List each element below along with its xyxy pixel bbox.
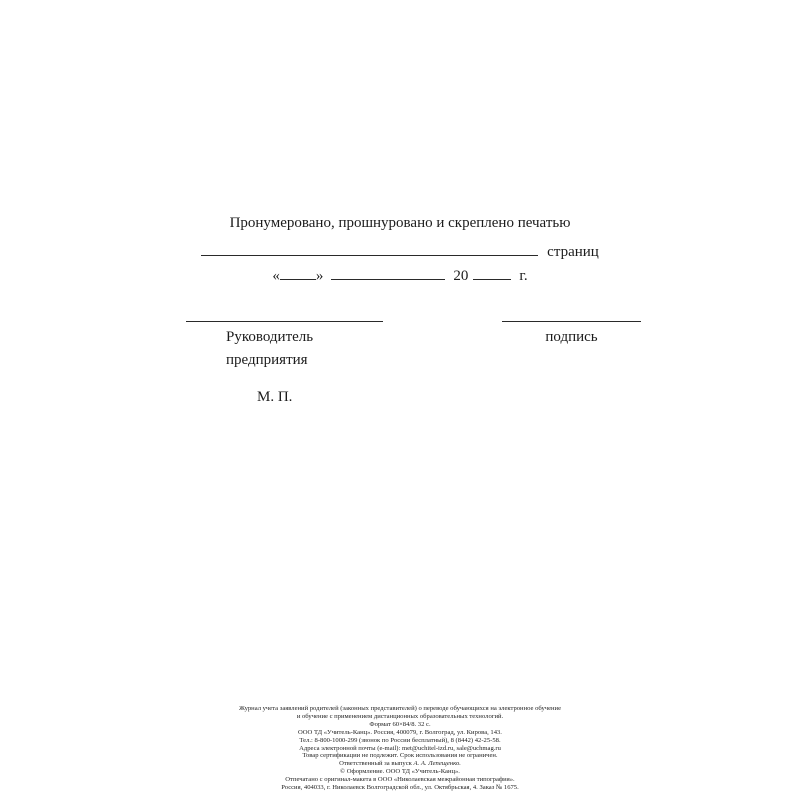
imprint-responsible [0, 760, 800, 768]
pages-label: страниц [547, 244, 599, 260]
imprint-format: Формат 60×84/8. 32 с. [369, 720, 431, 728]
seal-placeholder: М. П. [257, 389, 293, 405]
imprint-block [0, 705, 800, 792]
head-label [186, 322, 383, 372]
date-day-blank [280, 264, 316, 280]
imprint-phone: Тел.: 8-800-1000-299 (звонок по России бесплатный), 8 (8442) 42-25-58. [299, 736, 501, 744]
date-year-prefix: 20 [453, 268, 469, 284]
imprint-certification-note: Товар сертификации не подлежит. Срок использования не ограничен. [302, 752, 498, 760]
imprint-printer-address: Россия, 404033, г. Николаевск Волгоградской обл., ул. Октябрьская, 4. Заказ № 1675. [281, 784, 519, 792]
head-signature-block [186, 321, 383, 372]
certification-title: Пронумеровано, прошнуровано и скреплено печатью [229, 215, 571, 231]
imprint-responsible-name: А. А. Лепещенко. [413, 760, 461, 768]
imprint-publisher: ООО ТД «Учитель-Канц». Россия, 400079, г. Волгоград, ул. Кирова, 143. [298, 728, 502, 736]
date-open-quote: « [272, 268, 280, 284]
head-label-line1: Руководитель [226, 329, 314, 345]
imprint-title-line1: Журнал учета заявлений родителей (законных представителей) о переводе обучающихся на электронное обучение [239, 705, 561, 712]
date-year-suffix: г. [519, 268, 528, 284]
date-close-quote: » [315, 268, 324, 284]
imprint-title-line2: и обучение с применением дистанционных образовательных технологий. [296, 712, 504, 720]
imprint-email: Адреса электронной почты (e-mail): met@uchitel-izd.ru, sale@uchmag.ru [299, 744, 501, 752]
imprint-printed-by: Отпечатано с оригинал-макета в ООО «Николаевская межрайонная типография». [285, 776, 515, 784]
imprint-responsible-prefix: Ответственный за выпуск [339, 760, 414, 768]
signature-label: подпись [545, 329, 598, 345]
head-label-line2: предприятия [226, 352, 308, 368]
date-year-blank [473, 264, 511, 280]
pages-count-row [0, 240, 800, 260]
imprint-copyright: © Оформление. ООО ТД «Учитель-Канц». [340, 768, 460, 776]
signature-block [502, 321, 641, 349]
pages-count-blank [201, 240, 538, 256]
date-row [0, 264, 800, 284]
date-month-blank [331, 264, 445, 280]
